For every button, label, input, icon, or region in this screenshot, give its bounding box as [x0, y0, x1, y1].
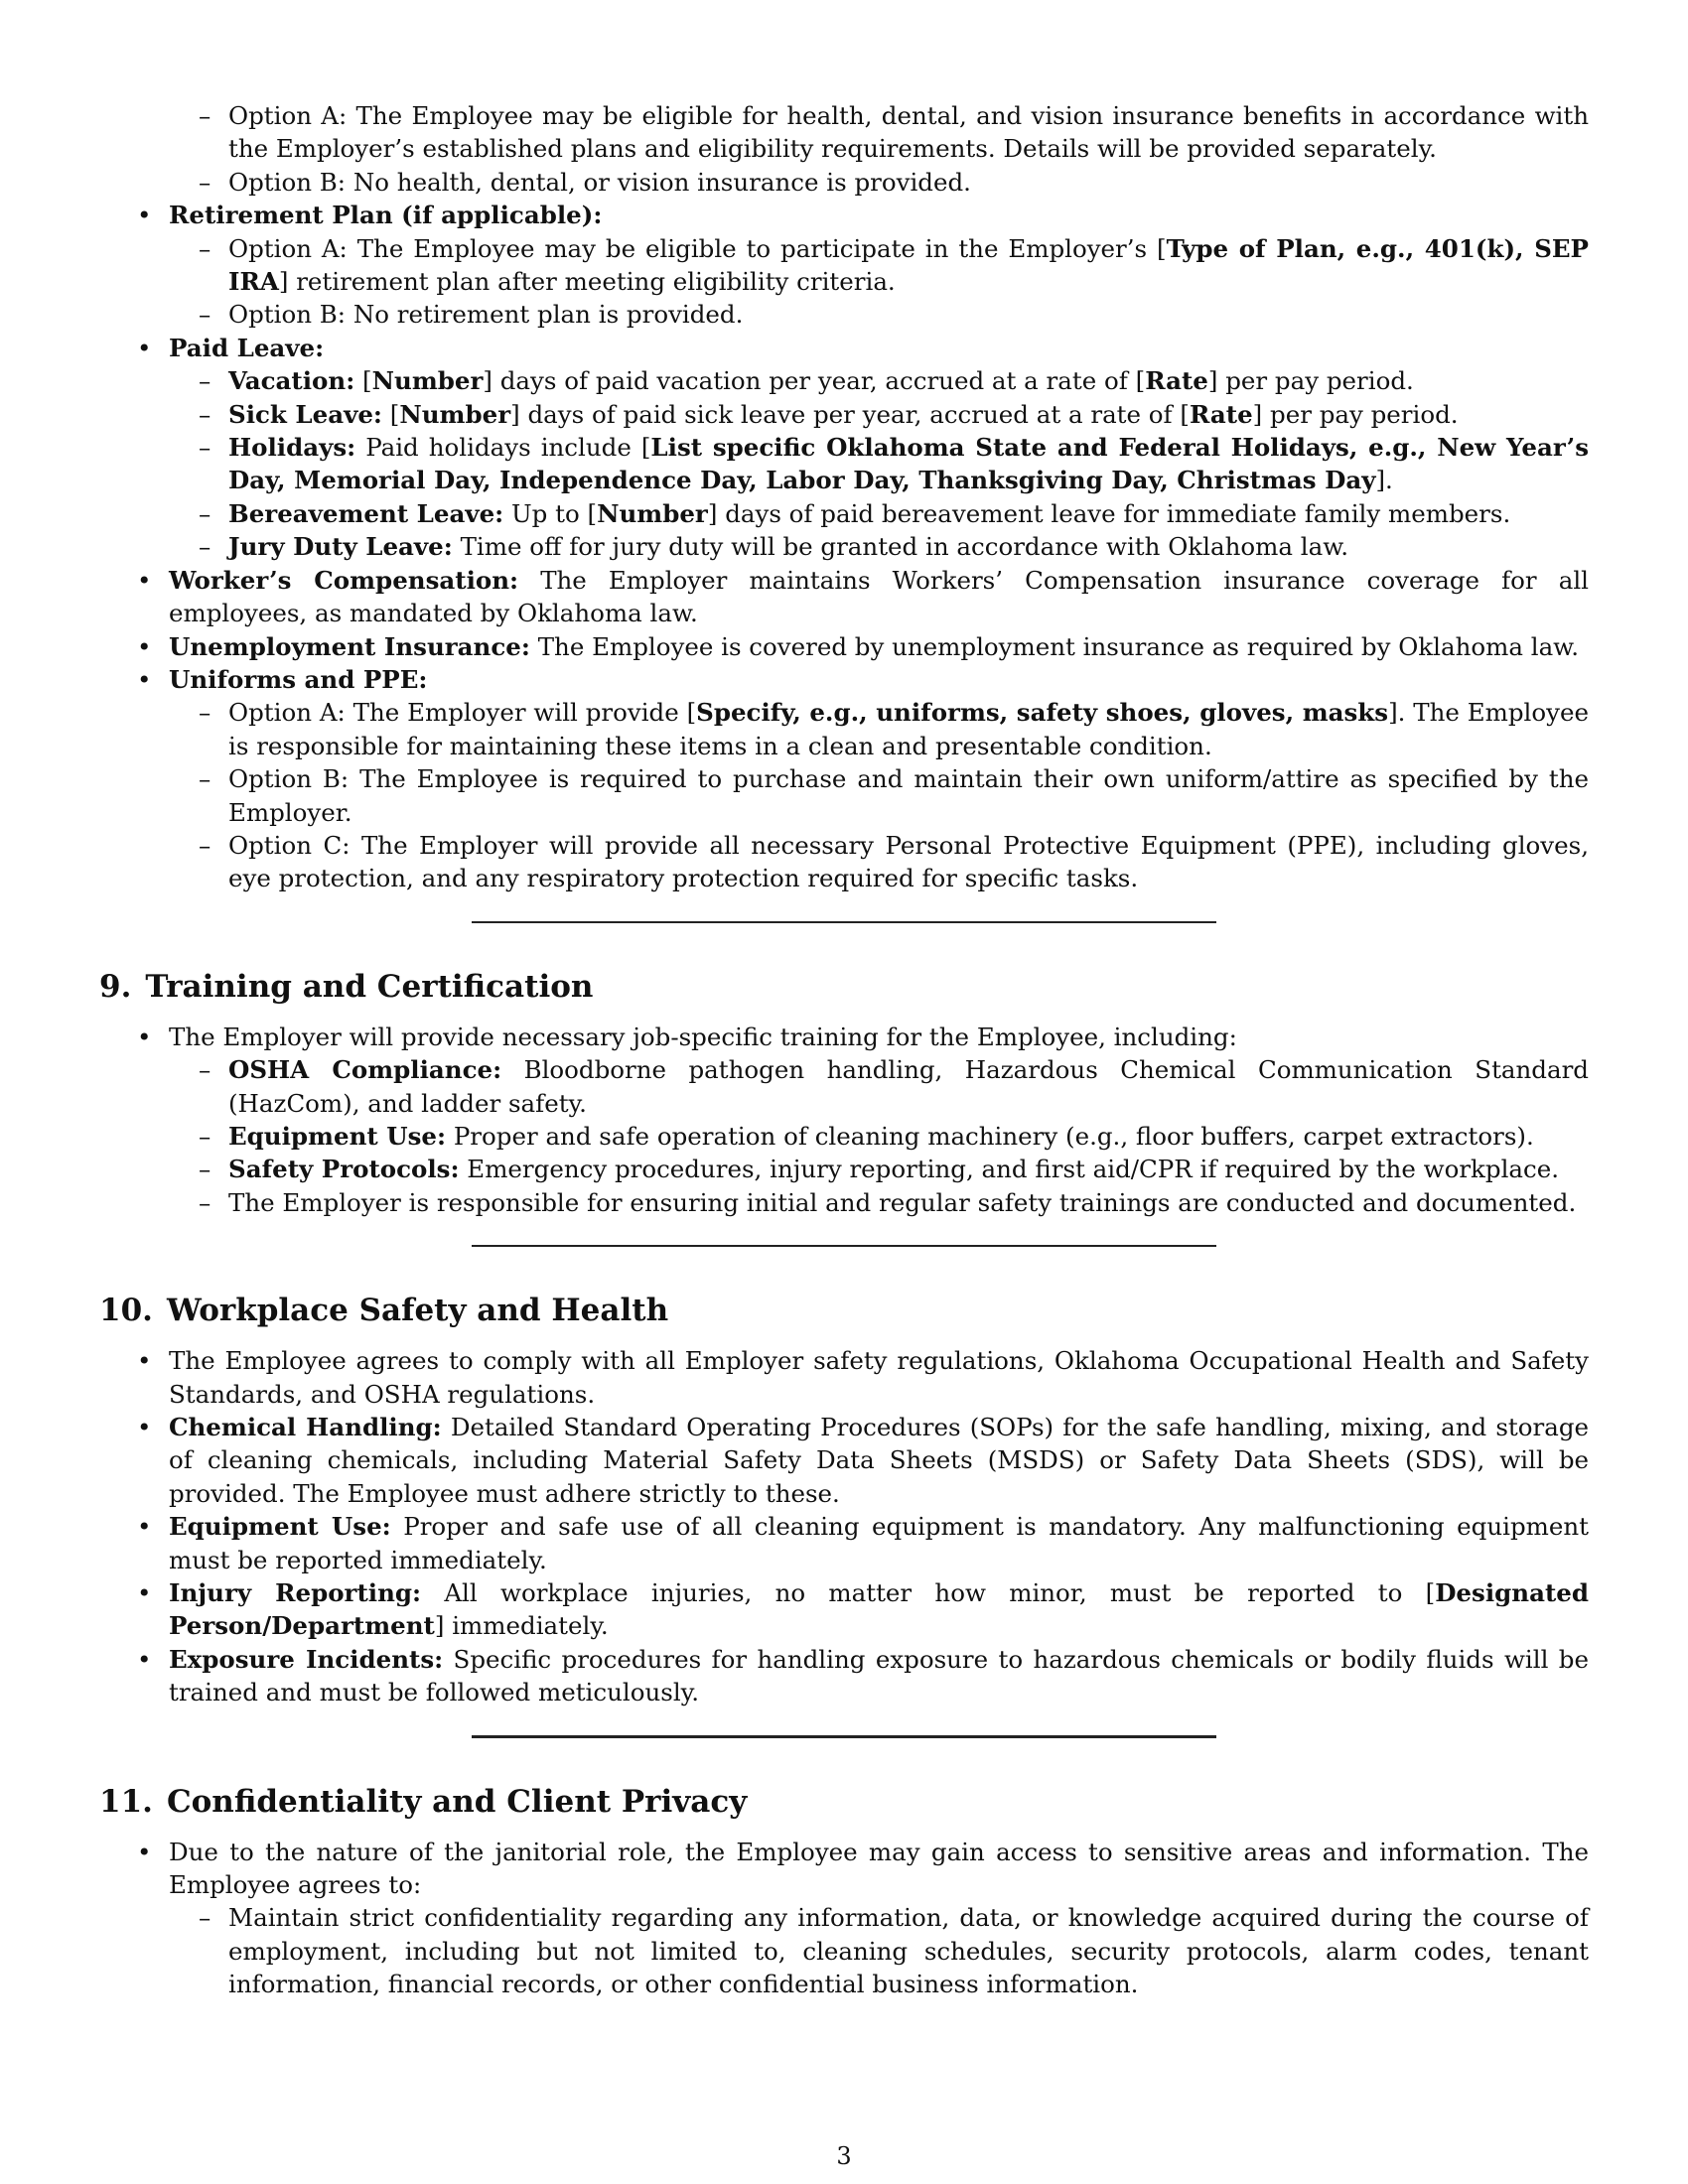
- list-item: [169, 829, 1589, 895]
- text: The Employer is responsible for ensuring initial and regular safety trainings are conducted and documented.: [228, 1187, 1577, 1217]
- text: ] retirement plan after meeting eligibility criteria.: [278, 267, 896, 297]
- list-item: [169, 166, 1589, 199]
- list-item: – Vacation: [Number] days of paid vacation per year, accrued at a rate of [Rate] per pay period.: [169, 364, 1589, 397]
- section-divider: [472, 1245, 1216, 1247]
- section-heading: [99, 1291, 1589, 1330]
- text: Paid holidays include [: [355, 433, 651, 463]
- text: ].: [1375, 466, 1393, 495]
- insurance-option-b: Option B: No health, dental, or vision insurance is provided.: [228, 167, 971, 197]
- list-item: [169, 696, 1589, 762]
- list-item: [169, 1120, 1589, 1153]
- text: Detailed Standard Operating Procedures (SOPs) for the safe handling, mixing, and storage of cleaning chemicals, including Material Safety Data Sheets (MSDS) or Safety Data Sheets (SDS), will be provided. The Employee must adhere strictly to these.: [169, 1413, 1589, 1508]
- section-divider: [472, 921, 1216, 923]
- text: Bloodborne pathogen handling, Hazardous Chemical Communication Standard (HazCom), and ladder safety.: [228, 1055, 1589, 1118]
- list-item: [99, 1344, 1589, 1411]
- list-item: [99, 99, 1589, 199]
- text: Option A: The Employer will provide [: [228, 698, 697, 728]
- training-items: [169, 1053, 1589, 1219]
- label: Vacation:: [228, 366, 355, 396]
- text: Option A: The Employee may be eligible to participate in the Employer’s [: [228, 233, 1167, 263]
- label: Unemployment Insurance:: [169, 631, 530, 661]
- text: Time off for jury duty will be granted in accordance with Oklahoma law.: [452, 532, 1349, 562]
- text: ]. The Employee is responsible for maintaining these items in a clean and presentable condition.: [228, 698, 1589, 760]
- text: The Employee is covered by unemployment insurance as required by Oklahoma law.: [529, 631, 1580, 661]
- label: Sick Leave:: [228, 399, 382, 429]
- text: Option B: No retirement plan is provided.: [228, 300, 744, 330]
- placeholder-text: Number: [371, 366, 484, 396]
- placeholder-text: Rate: [1189, 399, 1253, 429]
- label: Bereavement Leave:: [228, 498, 504, 528]
- label: Jury Duty Leave:: [228, 532, 453, 562]
- retirement-label: Retirement Plan (if applicable):: [169, 201, 603, 230]
- section-title: Workplace Safety and Health: [166, 1293, 669, 1329]
- paid-leave-label: Paid Leave:: [169, 333, 325, 362]
- section-divider: [472, 1735, 1216, 1738]
- list-item: [169, 497, 1589, 530]
- list-item: [169, 99, 1589, 166]
- list-item: [99, 1643, 1589, 1709]
- placeholder-text: Rate: [1145, 366, 1208, 396]
- list-item: [99, 1021, 1589, 1219]
- text: Option C: The Employer will provide all necessary Personal Protective Equipment (PPE), including gloves, eye protection, and any respiratory protection required for specific tasks.: [228, 830, 1589, 893]
- page-number: 3: [836, 2142, 852, 2170]
- confidentiality-list: [99, 1836, 1589, 2001]
- text: ] days of paid sick leave per year, accrued at a rate of [: [510, 399, 1190, 429]
- label: Injury Reporting:: [169, 1578, 422, 1608]
- text: Proper and safe use of all cleaning equipment is mandatory. Any malfunctioning equipment must be reported immediately.: [169, 1512, 1589, 1574]
- text: ] immediately.: [434, 1611, 609, 1641]
- text: Option B: The Employee is required to purchase and maintain their own uniform/attire as specified by the Employer.: [228, 764, 1589, 827]
- section-title: Confidentiality and Client Privacy: [166, 1783, 748, 1820]
- list-item: [99, 332, 1589, 564]
- list-item: [169, 298, 1589, 331]
- list-item: [99, 564, 1589, 630]
- uniforms-label: Uniforms and PPE:: [169, 664, 428, 694]
- document-page: [99, 99, 1589, 2001]
- list-item: [169, 1053, 1589, 1120]
- label: Equipment Use:: [169, 1512, 391, 1542]
- benefits-list-cont: [99, 199, 1589, 895]
- text: Emergency procedures, injury reporting, and first aid/CPR if required by the workplace.: [459, 1155, 1560, 1184]
- label: Holidays:: [228, 433, 356, 463]
- list-item: [169, 1153, 1589, 1185]
- label: Chemical Handling:: [169, 1413, 442, 1441]
- list-item: [99, 1576, 1589, 1643]
- label: Worker’s Compensation:: [169, 565, 519, 595]
- text: Up to [: [503, 498, 598, 528]
- list-item: [99, 1836, 1589, 2001]
- retirement-options: [169, 232, 1589, 332]
- label: OSHA Compliance:: [228, 1055, 502, 1085]
- text: ] per pay period.: [1252, 399, 1459, 429]
- text: Proper and safe operation of cleaning machinery (e.g., floor buffers, carpet extractors).: [446, 1121, 1534, 1151]
- training-list: [99, 1021, 1589, 1219]
- placeholder-text: List specific Oklahoma State and Federal Holidays, e.g., New Year’s Day, Memorial Day, Independence Day, Labor Day, Thanksgiving Day, Christmas Day: [228, 433, 1589, 495]
- list-item: [169, 530, 1589, 563]
- list-item: [99, 1411, 1589, 1510]
- placeholder-text: Number: [597, 498, 708, 528]
- list-item: [169, 1901, 1589, 2000]
- placeholder-text: Number: [399, 399, 511, 429]
- section-heading: [99, 1782, 1589, 1822]
- confidentiality-items: [169, 1901, 1589, 2000]
- benefits-list: [99, 99, 1589, 199]
- text: ] days of paid bereavement leave for immediate family members.: [707, 498, 1511, 528]
- text: ] days of paid vacation per year, accrued at a rate of [: [483, 366, 1146, 396]
- paid-leave-items: [169, 364, 1589, 563]
- text: All workplace injuries, no matter how minor, must be reported to [: [421, 1578, 1436, 1608]
- section-heading: [99, 967, 1589, 1007]
- section-title: Training and Certification: [145, 968, 594, 1005]
- list-item: [99, 1510, 1589, 1576]
- list-item: [99, 630, 1589, 663]
- placeholder-text: Designated Person/Department: [169, 1578, 1589, 1641]
- label: Safety Protocols:: [228, 1155, 460, 1184]
- list-item: [169, 431, 1589, 497]
- uniform-options: [169, 696, 1589, 894]
- insurance-option-a: Option A: The Employee may be eligible for health, dental, and vision insurance benefits in accordance with the Employer’s established plans and eligibility requirements. Details will be provided separately.: [228, 101, 1589, 164]
- text: The Employer will provide necessary job-specific training for the Employee, including:: [169, 1022, 1237, 1051]
- text: Specific procedures for handling exposure to hazardous chemicals or bodily fluids will be trained and must be followed meticulously.: [169, 1644, 1589, 1707]
- section-number: 9.: [99, 968, 132, 1005]
- label: Exposure Incidents:: [169, 1644, 444, 1674]
- list-item: [169, 1186, 1589, 1219]
- label: Equipment Use:: [228, 1121, 447, 1151]
- insurance-options: [169, 99, 1589, 199]
- placeholder-text: Specify, e.g., uniforms, safety shoes, gloves, masks: [696, 698, 1389, 728]
- list-item: [169, 762, 1589, 829]
- list-item: [99, 199, 1589, 332]
- text: Due to the nature of the janitorial role, the Employee may gain access to sensitive areas and information. The Employee agrees to:: [169, 1837, 1589, 1900]
- text: The Employee agrees to comply with all Employer safety regulations, Oklahoma Occupational Health and Safety Standards, and OSHA regulations.: [169, 1346, 1589, 1409]
- list-item: [169, 232, 1589, 299]
- section-number: 11.: [99, 1783, 153, 1820]
- text: The Employer maintains Workers’ Compensation insurance coverage for all employees, as mandated by Oklahoma law.: [169, 565, 1590, 628]
- text: ] per pay period.: [1207, 366, 1414, 396]
- text: Maintain strict confidentiality regarding any information, data, or knowledge acquired during the course of employment, including but not limited to, cleaning schedules, security protocols, alarm codes, tenant information, financial records, or other confidential business information.: [228, 1903, 1589, 1999]
- list-item: – Sick Leave: [Number] days of paid sick leave per year, accrued at a rate of [Rate] per pay period.: [169, 398, 1589, 431]
- list-item: [99, 663, 1589, 895]
- safety-list: [99, 1344, 1589, 1708]
- section-number: 10.: [99, 1293, 153, 1329]
- placeholder-text: Type of Plan, e.g., 401(k), SEP IRA: [228, 233, 1589, 297]
